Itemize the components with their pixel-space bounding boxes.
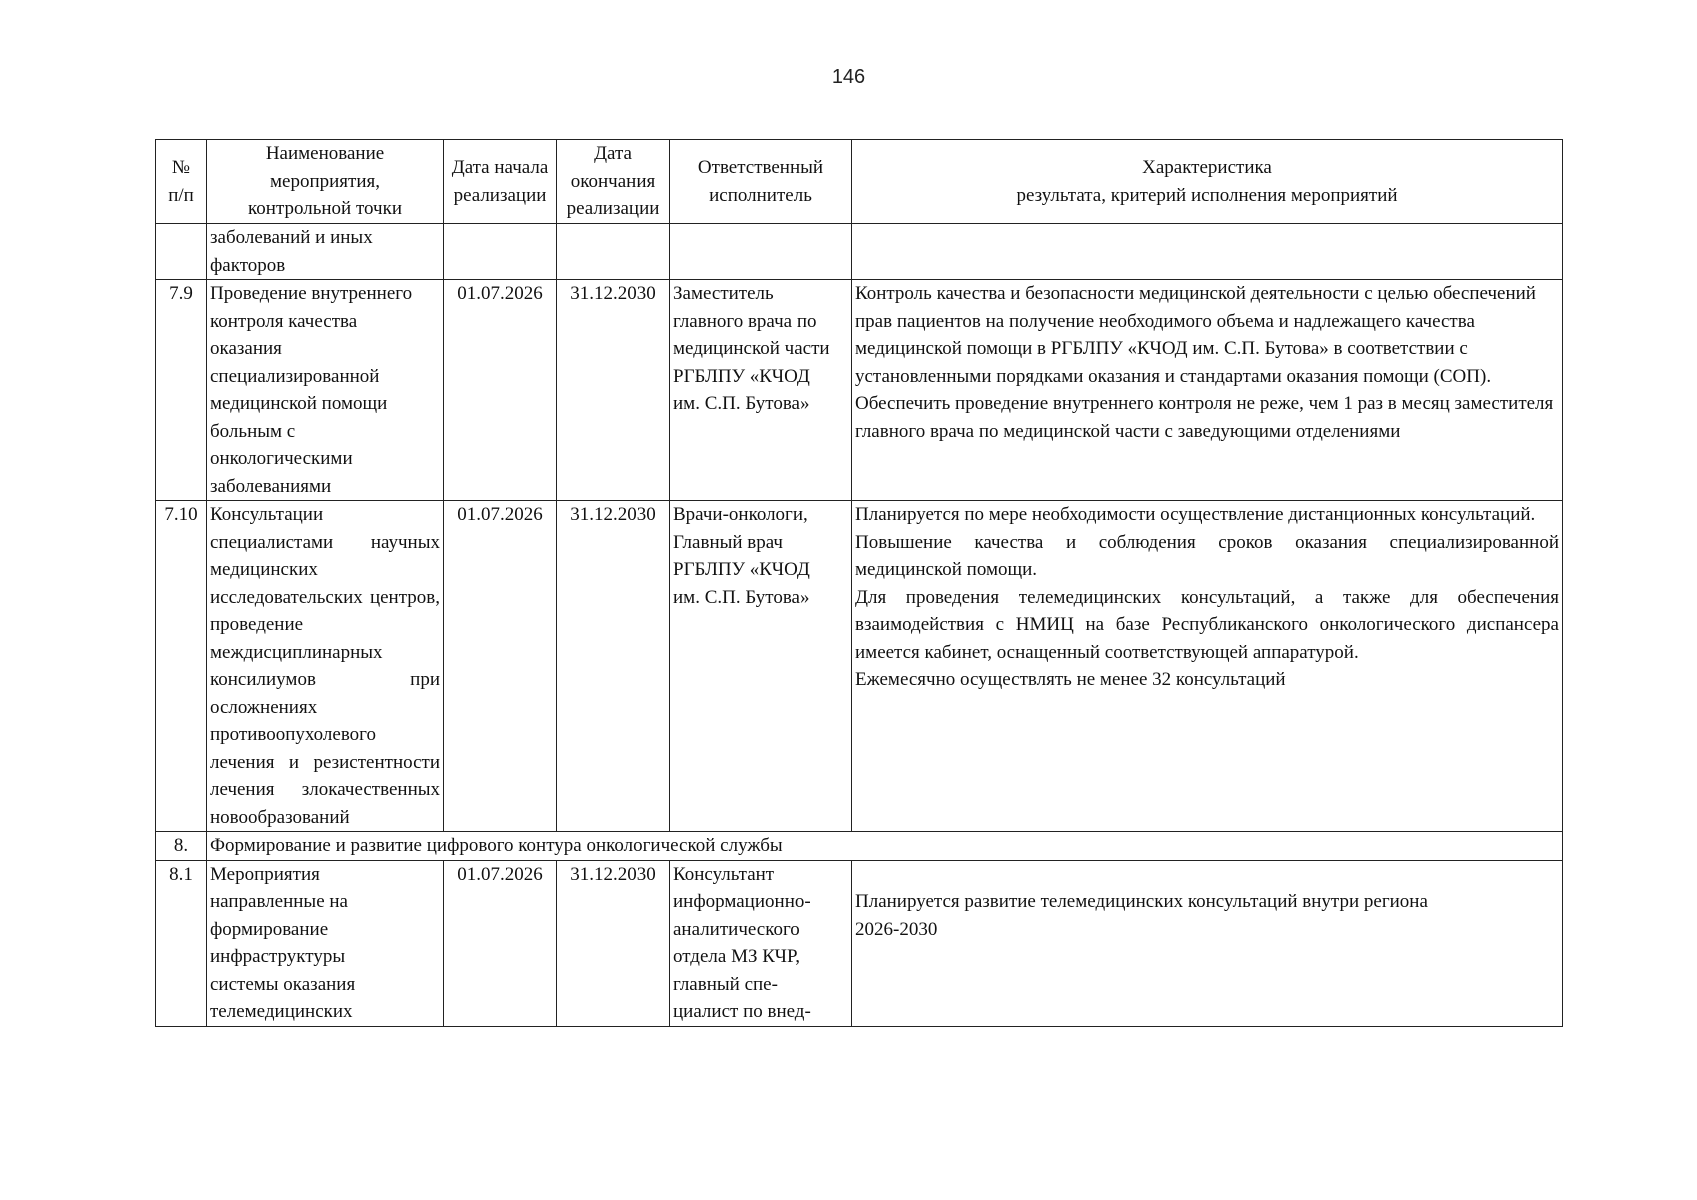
row-name: заболеваний и иных факторов (207, 224, 444, 280)
header-responsible: Ответственный исполнитель (670, 140, 852, 224)
header-start-date: Дата начала реализации (444, 140, 557, 224)
table-header-row (156, 140, 1563, 224)
measures-table (155, 139, 1563, 1027)
row-start-date (444, 224, 557, 280)
row-end-date (557, 224, 670, 280)
table-row (156, 860, 1563, 1026)
row-start-date: 01.07.2026 (444, 860, 557, 1026)
row-num: 7.10 (156, 501, 207, 832)
row-num: 7.9 (156, 280, 207, 501)
row-name: Консультации специалистами научных медицинских исследовательских центров, проведение междисциплинарных консилиумов при осложнениях противоопухолевого лечения и резистентности лечения злокачественных новообразований (207, 501, 444, 832)
row-result (852, 224, 1563, 280)
header-name: Наименование мероприятия, контрольной точки (207, 140, 444, 224)
result-paragraph: Для проведения телемедицинских консультаций, а также для обеспечения взаимодействия с НМИЦ на базе Республиканского онкологического диспансера имеется кабинет, оснащенный соответствующей аппаратурой. (855, 586, 1559, 663)
row-end-date: 31.12.2030 (557, 501, 670, 832)
header-result: Характеристика результата, критерий исполнения мероприятий (852, 140, 1563, 224)
result-paragraph: Планируется развитие телемедицинских консультаций внутри региона 2026-2030 (855, 891, 1428, 940)
row-result (852, 280, 1563, 501)
row-responsible: Консультант информационно- аналитического отдела МЗ КЧР, главный спе- циалист по внед- (670, 860, 852, 1026)
header-num: № п/п (156, 140, 207, 224)
header-end-date: Дата окончания реализации (557, 140, 670, 224)
row-start-date: 01.07.2026 (444, 280, 557, 501)
section-row (156, 832, 1563, 861)
page-number: 146 (831, 66, 866, 88)
row-result (852, 501, 1563, 832)
row-end-date: 31.12.2030 (557, 280, 670, 501)
table-row (156, 280, 1563, 501)
table-row (156, 224, 1563, 280)
row-responsible: Врачи-онкологи, Главный врач РГБЛПУ «КЧОД им. С.П. Бутова» (670, 501, 852, 832)
row-num (156, 224, 207, 280)
row-responsible (670, 224, 852, 280)
section-num: 8. (156, 832, 207, 861)
section-title: Формирование и развитие цифрового контура онкологической службы (207, 832, 1563, 861)
result-paragraph: Контроль качества и безопасности медицинской деятельности с целью обеспечений прав пациентов на получение необходимого объема и надлежащего качества медицинской помощи в РГБЛПУ «КЧОД им. С.П. Бутова» в соответствии с установленными порядками оказания и стандартами оказания помощи (СОП). (855, 283, 1536, 387)
result-paragraph: Повышение качества и соблюдения сроков оказания специализированной медицинской помощи. (855, 531, 1559, 580)
row-start-date: 01.07.2026 (444, 501, 557, 832)
table-row (156, 501, 1563, 832)
row-result (852, 860, 1563, 1026)
result-paragraph: Ежемесячно осуществлять не менее 32 консультаций (855, 669, 1286, 690)
result-paragraph: Обеспечить проведение внутреннего контроля не реже, чем 1 раз в месяц заместителя главного врача по медицинской части с заведующими отделениями (855, 393, 1554, 442)
row-name: Проведение внутреннего контроля качества оказания специализированной медицинской помощи больным с онкологическими заболеваниями (207, 280, 444, 501)
row-end-date: 31.12.2030 (557, 860, 670, 1026)
row-num: 8.1 (156, 860, 207, 1026)
row-name: Мероприятия направленные на формирование инфраструктуры системы оказания телемедицинских (207, 860, 444, 1026)
result-paragraph: Планируется по мере необходимости осуществление дистанционных консультаций. (855, 504, 1536, 525)
row-responsible: Заместитель главного врача по медицинской части РГБЛПУ «КЧОД им. С.П. Бутова» (670, 280, 852, 501)
